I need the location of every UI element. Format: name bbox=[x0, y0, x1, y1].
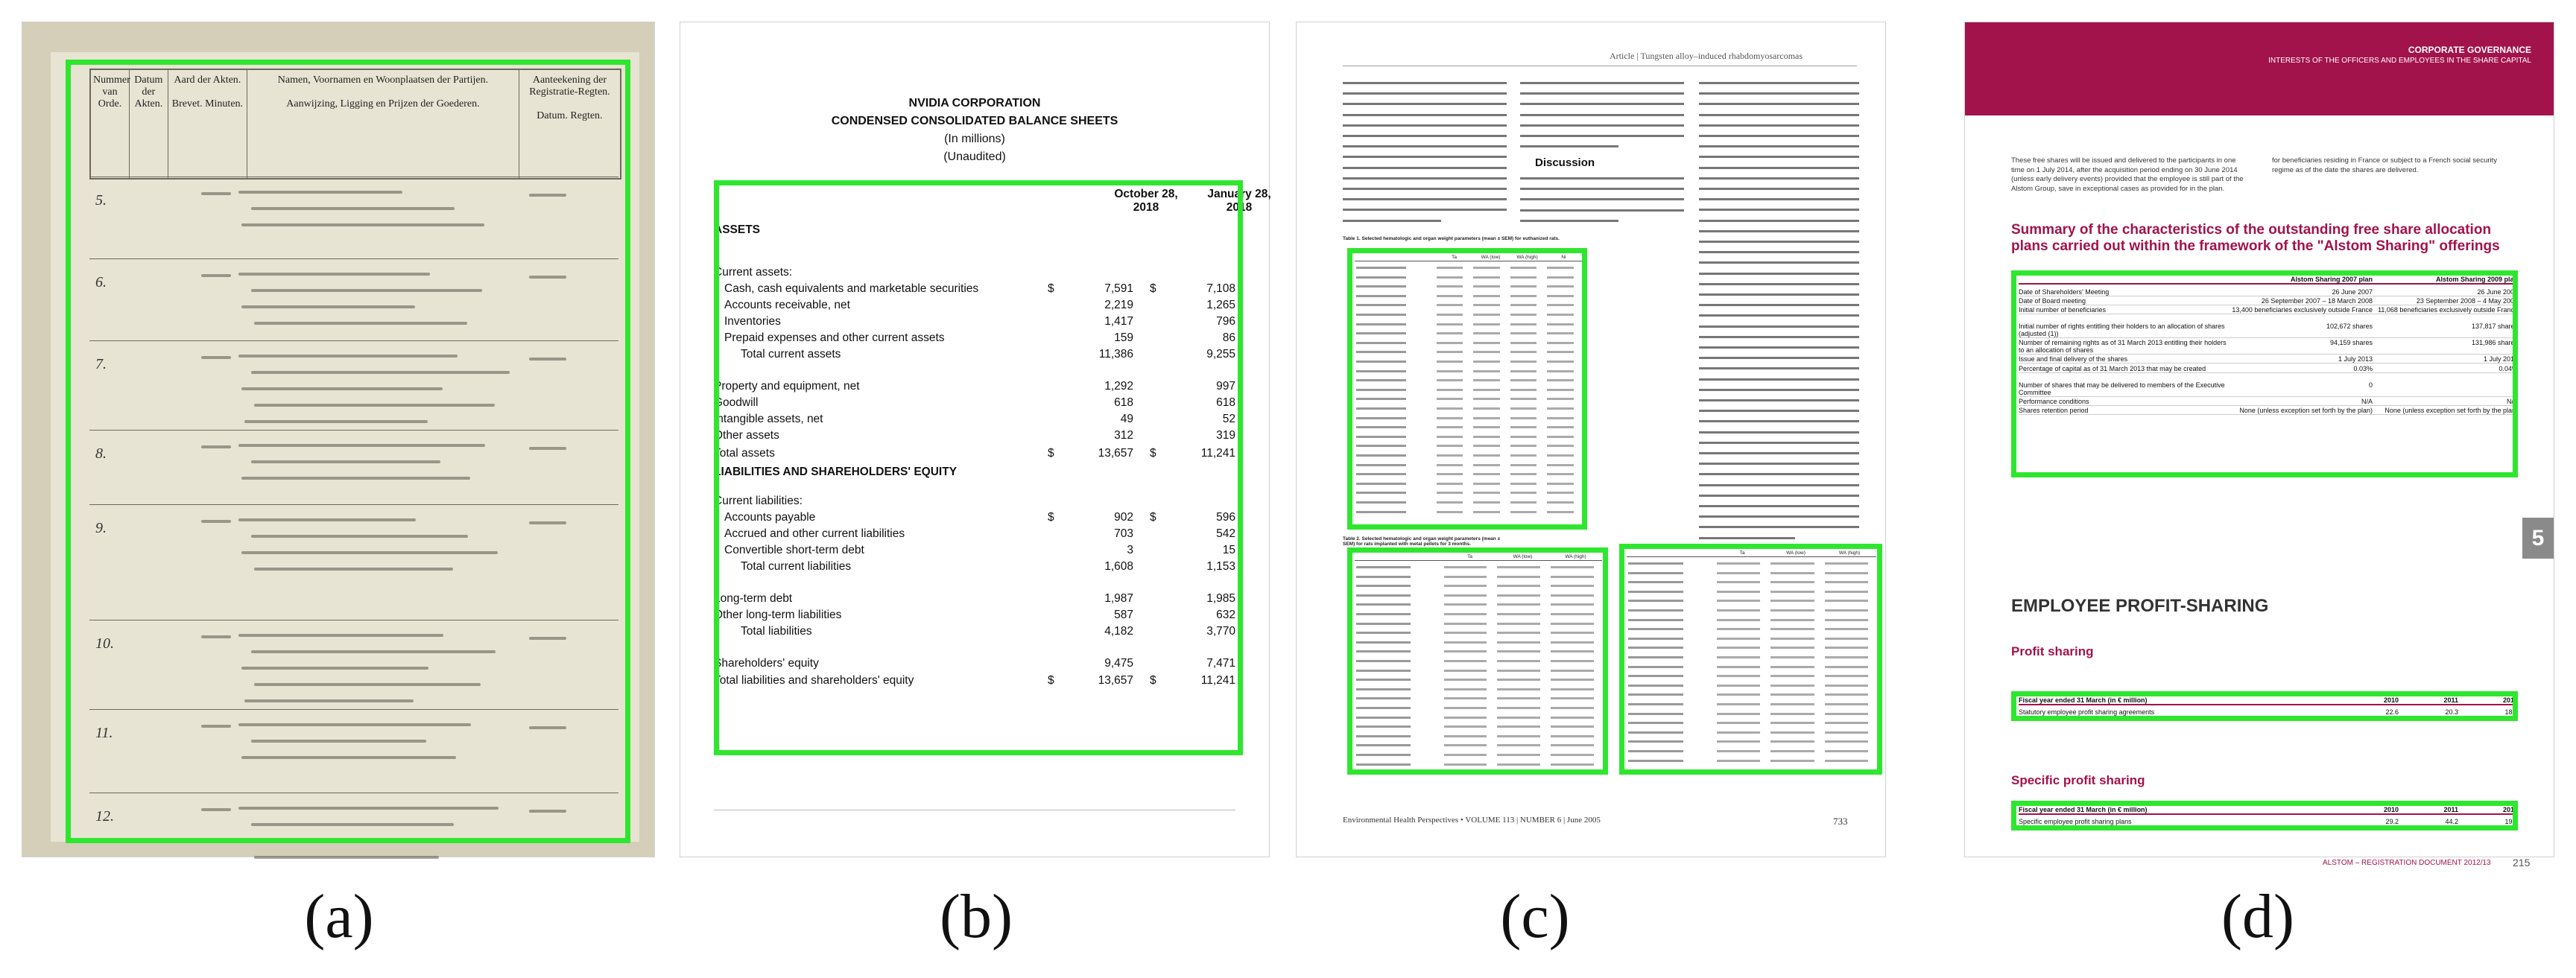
value-oct-2018: 312 bbox=[1114, 429, 1133, 442]
text-line bbox=[1699, 420, 1859, 422]
value-oct-2018: 49 bbox=[1120, 413, 1133, 425]
value-oct-2018: 13,657 bbox=[1098, 447, 1133, 460]
statement-title: CONDENSED CONSOLIDATED BALANCE SHEETS bbox=[831, 115, 1118, 127]
plan-row-2007: None (unless exception set forth by the plan) bbox=[2239, 407, 2373, 414]
text-line bbox=[1699, 378, 1859, 381]
balance-row-label: Current assets: bbox=[714, 266, 793, 279]
text-line bbox=[1520, 103, 1684, 105]
value-oct-2018: 1,292 bbox=[1104, 380, 1133, 393]
text-line bbox=[1343, 177, 1507, 180]
detection-box-table3 bbox=[1619, 544, 1882, 775]
text-line bbox=[1699, 442, 1859, 444]
text-line bbox=[1699, 399, 1859, 401]
table1-caption: Table 1. Selected hematologic and organ weight parameters (mean ± SEM) for euthanized rats. bbox=[1343, 236, 1560, 241]
text-line bbox=[1699, 156, 1859, 158]
plan-row-2007: 102,672 shares bbox=[2326, 323, 2373, 330]
ledger-col-parties-label: Namen, Voornamen en Woonplaatsen der Partijen. bbox=[277, 74, 489, 86]
banner-title: CORPORATE GOVERNANCE bbox=[2408, 45, 2531, 55]
text-line bbox=[1343, 167, 1507, 169]
chapter-tab: 5 bbox=[2522, 518, 2554, 559]
balance-row-label: Total current assets bbox=[741, 348, 841, 361]
text-line bbox=[1520, 135, 1684, 137]
ledger-sub-regten: Regten. bbox=[570, 110, 603, 121]
plan-row-label: Number of remaining rights as of 31 March 2013 entitling their holders to an allocation of shares bbox=[2019, 339, 2227, 354]
text-line bbox=[1520, 177, 1684, 180]
text-line bbox=[1699, 463, 1859, 465]
text-line bbox=[1699, 230, 1859, 232]
detection-box-specific bbox=[2011, 801, 2518, 831]
text-line bbox=[1343, 135, 1507, 137]
value-jan-2018: 1,153 bbox=[1206, 560, 1235, 573]
text-line bbox=[1520, 114, 1684, 116]
value-oct-2018: 3 bbox=[1127, 544, 1133, 556]
value-jan-2018: 9,255 bbox=[1206, 348, 1235, 361]
text-line bbox=[1699, 410, 1859, 412]
table-col-header: WA (high) bbox=[1838, 550, 1861, 556]
plan-row-2007: 0 bbox=[2368, 381, 2373, 389]
caption-c: (c) bbox=[1500, 882, 1570, 951]
text-line bbox=[1699, 304, 1859, 306]
plan-row-label: Performance conditions bbox=[2019, 398, 2089, 405]
value-oct-2018: 587 bbox=[1114, 609, 1133, 621]
value-oct-2018: 11,386 bbox=[1098, 348, 1133, 361]
section-banner bbox=[1965, 22, 2554, 115]
dollar-sign: $ bbox=[1048, 447, 1054, 460]
plan-row-2007: 94,159 shares bbox=[2329, 339, 2373, 346]
text-line bbox=[1699, 515, 1859, 518]
text-line bbox=[1520, 92, 1684, 95]
text-line bbox=[1699, 124, 1859, 127]
ledger-row-number: 10. bbox=[95, 635, 114, 652]
text-line bbox=[1520, 209, 1684, 212]
ledger-row-number: 12. bbox=[95, 808, 114, 825]
ledger-sub-brevet: Brevet. bbox=[171, 98, 203, 109]
handwritten-ledger-panel bbox=[22, 22, 654, 857]
caption-a: (a) bbox=[304, 882, 374, 951]
text-line bbox=[1343, 82, 1507, 84]
value-jan-2018: 319 bbox=[1216, 429, 1235, 442]
text-line bbox=[1520, 124, 1684, 127]
balance-row-label: Total current liabilities bbox=[741, 560, 852, 573]
value-oct-2018: 2,219 bbox=[1104, 299, 1133, 311]
balance-row-label: Long-term debt bbox=[714, 592, 793, 605]
balance-row-label: Total assets bbox=[714, 447, 775, 460]
text-line bbox=[1699, 484, 1859, 486]
detection-box-plans bbox=[2011, 270, 2518, 477]
dollar-sign: $ bbox=[1150, 447, 1156, 460]
text-line bbox=[1699, 336, 1859, 338]
ledger-col-number: Nummer van Orde. bbox=[91, 70, 130, 178]
balance-row-label: Other assets bbox=[714, 429, 779, 442]
plan-row-2009: 137,817 shares bbox=[2471, 323, 2518, 330]
page-number: 733 bbox=[1833, 816, 1848, 827]
balance-sheet-panel bbox=[680, 22, 1269, 857]
table-col-header: WA (low) bbox=[1513, 554, 1533, 559]
text-line bbox=[1699, 220, 1859, 222]
value-jan-2018: 796 bbox=[1216, 315, 1235, 328]
plan-row-2007: 1 July 2013 bbox=[2338, 355, 2373, 363]
detection-box-table2 bbox=[1347, 547, 1608, 775]
table-col-header: WA (low) bbox=[1786, 550, 1806, 556]
plan-row-label: Number of shares that may be delivered to members of the Executive Committee bbox=[2019, 381, 2225, 396]
text-line bbox=[1699, 326, 1859, 328]
value-oct-2018: 1,608 bbox=[1104, 560, 1133, 573]
table-col-header: Ta bbox=[1452, 255, 1457, 260]
small-table-head-label: Fiscal year ended 31 March (in € million) bbox=[2019, 696, 2148, 704]
text-line bbox=[1520, 188, 1684, 190]
small-table-row-label: Specific employee profit sharing plans bbox=[2019, 818, 2132, 825]
employee-title: EMPLOYEE PROFIT-SHARING bbox=[2011, 596, 2269, 616]
year-value: 19.7 bbox=[2504, 818, 2518, 825]
balance-row-label: Current liabilities: bbox=[714, 495, 803, 507]
text-line bbox=[1343, 220, 1441, 222]
year-header: 2010 bbox=[2383, 806, 2399, 813]
balance-row-label: Intangible assets, net bbox=[714, 413, 823, 425]
specific-title: Specific profit sharing bbox=[2011, 773, 2145, 787]
text-line bbox=[1520, 220, 1618, 222]
dollar-sign: $ bbox=[1048, 674, 1054, 687]
article-panel bbox=[1297, 22, 1885, 857]
year-header: 2012 bbox=[2502, 696, 2518, 704]
balance-row-label: Inventories bbox=[724, 315, 781, 328]
text-line bbox=[1699, 177, 1859, 180]
col-header-oct: October 28, 2018 bbox=[1114, 188, 1178, 214]
dollar-sign: $ bbox=[1048, 282, 1054, 295]
detection-box bbox=[66, 60, 630, 843]
report-footer: ALSTOM – REGISTRATION DOCUMENT 2012/13 bbox=[2323, 859, 2491, 867]
text-line bbox=[1343, 124, 1507, 127]
table-col-header: WA (high) bbox=[1516, 255, 1538, 260]
running-head: Article | Tungsten alloy–induced rhabdomyosarcomas bbox=[1610, 51, 1803, 61]
value-oct-2018: 703 bbox=[1114, 527, 1133, 540]
plan-row-2009: 0.04% bbox=[2499, 365, 2518, 372]
balance-row-label: Goodwill bbox=[714, 396, 759, 409]
ledger-col-registration-label: Aanteekening der Registratie-Regten. bbox=[529, 74, 610, 98]
ledger-col-date: Datum der Akten. bbox=[130, 70, 168, 178]
text-line bbox=[1699, 505, 1859, 507]
text-line bbox=[1699, 389, 1859, 391]
plan-row-2007: 26 June 2007 bbox=[2332, 288, 2373, 296]
ledger-row-number: 9. bbox=[95, 520, 107, 536]
text-line bbox=[1343, 103, 1507, 105]
plan-row-2007: 26 September 2007 – 18 March 2008 bbox=[2261, 297, 2373, 305]
value-oct-2018: 159 bbox=[1114, 331, 1133, 344]
plan-row-2009: N/A bbox=[2506, 398, 2518, 405]
text-line bbox=[1699, 82, 1859, 84]
intro-text-right: for beneficiaries residing in France or subject to a French social security regime as of the date the shares are delivered. bbox=[2272, 156, 2498, 174]
plan-row-label: Initial number of rights entitling their holders to an allocation of shares (adjusted (1)) bbox=[2019, 323, 2225, 337]
text-line bbox=[1520, 145, 1618, 147]
intro-text-left: These free shares will be issued and delivered to the participants in one time on 1 July 2014, after the acquisition period ending on 30 June 2014 (unless early delivery events) provided that the employee is still part of the Alstom Group, save in exceptional cases as provided for in the plan. bbox=[2011, 156, 2244, 193]
value-oct-2018: 902 bbox=[1114, 511, 1133, 524]
plan-row-label: Initial number of beneficiaries bbox=[2019, 306, 2107, 314]
company-name: NVIDIA CORPORATION bbox=[908, 97, 1041, 109]
value-jan-2018: 7,108 bbox=[1206, 282, 1235, 295]
value-jan-2018: 86 bbox=[1222, 331, 1235, 344]
text-line bbox=[1343, 114, 1507, 116]
balance-row-label: Property and equipment, net bbox=[714, 380, 860, 393]
units-note: (In millions) bbox=[944, 133, 1005, 145]
text-line bbox=[1699, 114, 1859, 116]
text-line bbox=[1699, 241, 1859, 243]
year-value: 22.6 bbox=[2385, 708, 2399, 716]
text-line bbox=[1699, 431, 1859, 434]
text-line bbox=[1699, 103, 1859, 105]
report-page: 215 bbox=[2513, 857, 2531, 869]
text-line bbox=[1699, 283, 1859, 285]
balance-row-label: Accrued and other current liabilities bbox=[724, 527, 905, 540]
value-oct-2018: 618 bbox=[1114, 396, 1133, 409]
balance-row-label: Total liabilities bbox=[741, 625, 812, 638]
plan-row-2009: 1 July 2014 bbox=[2483, 355, 2518, 363]
journal-footer: Environmental Health Perspectives • VOLUME 113 | NUMBER 6 | June 2005 bbox=[1343, 816, 1601, 825]
balance-row-label: Accounts receivable, net bbox=[724, 299, 850, 311]
text-line bbox=[1699, 452, 1859, 454]
table2-caption: Table 2. Selected hematologic and organ weight parameters (mean ± SEM) for rats implanted with metal pellets for 3 months. bbox=[1343, 536, 1501, 547]
discussion-heading: Discussion bbox=[1535, 156, 1595, 169]
balance-row-label: Convertible short-term debt bbox=[724, 544, 864, 556]
text-line bbox=[1343, 156, 1507, 158]
value-jan-2018: 3,770 bbox=[1206, 625, 1235, 638]
balance-row-label: Other long-term liabilities bbox=[714, 609, 842, 621]
text-line bbox=[1520, 82, 1684, 84]
table-col-header: Ta bbox=[1739, 550, 1745, 556]
table-col-header: Ta bbox=[1467, 554, 1472, 559]
value-jan-2018: 632 bbox=[1216, 609, 1235, 621]
text-line bbox=[1699, 357, 1859, 359]
ledger-row-number: 11. bbox=[95, 725, 113, 741]
text-line bbox=[1699, 526, 1859, 528]
plan-row-2007: 13,400 beneficiaries exclusively outside France bbox=[2232, 306, 2373, 314]
value-oct-2018: 4,182 bbox=[1104, 625, 1133, 638]
plan-row-2009: 11,068 beneficiaries exclusively outside France bbox=[2378, 306, 2518, 314]
text-line bbox=[1699, 188, 1859, 190]
text-line bbox=[1343, 92, 1507, 95]
plan-row-label: Shares retention period bbox=[2019, 407, 2089, 414]
text-line bbox=[1343, 145, 1507, 147]
dollar-sign: $ bbox=[1150, 674, 1156, 687]
value-jan-2018: 542 bbox=[1216, 527, 1235, 540]
text-line bbox=[1343, 188, 1507, 190]
ledger-row-number: 7. bbox=[95, 356, 107, 372]
year-value: 18.9 bbox=[2504, 708, 2518, 716]
value-jan-2018: 11,241 bbox=[1200, 674, 1235, 687]
caption-d: (d) bbox=[2221, 882, 2294, 951]
text-line bbox=[1699, 293, 1859, 296]
text-line bbox=[1699, 367, 1859, 369]
text-line bbox=[1343, 209, 1507, 211]
year-value: 44.2 bbox=[2445, 818, 2458, 825]
balance-row-label: Accounts payable bbox=[724, 511, 816, 524]
value-jan-2018: 7,471 bbox=[1206, 657, 1235, 670]
text-line bbox=[1699, 314, 1859, 317]
plan-row-label: Date of Board meeting bbox=[2019, 297, 2086, 305]
ledger-sub-datum: Datum. bbox=[537, 110, 568, 121]
caption-b: (b) bbox=[940, 882, 1013, 951]
banner-subtitle: INTERESTS OF THE OFFICERS AND EMPLOYEES IN THE SHARE CAPITAL bbox=[2268, 57, 2531, 65]
text-line bbox=[1699, 495, 1859, 497]
text-line bbox=[1699, 473, 1859, 475]
dollar-sign: $ bbox=[1150, 511, 1156, 524]
value-jan-2018: 997 bbox=[1216, 380, 1235, 393]
plan-row-label: Issue and final delivery of the shares bbox=[2019, 355, 2128, 363]
ledger-sub-minuten: Minuten. bbox=[205, 98, 244, 109]
plan-row-2007: 0.03% bbox=[2353, 365, 2373, 372]
plan-row-2009: None (unless exception set forth by the plan) bbox=[2384, 407, 2518, 414]
value-oct-2018: 7,591 bbox=[1104, 282, 1133, 295]
alstom-report-panel bbox=[1965, 22, 2554, 869]
value-jan-2018: 618 bbox=[1216, 396, 1235, 409]
dollar-sign: $ bbox=[1150, 282, 1156, 295]
plan-col-header: Alstom Sharing 2007 plan bbox=[2290, 276, 2373, 283]
small-table-head-label: Fiscal year ended 31 March (in € million) bbox=[2019, 806, 2148, 813]
table-col-header: WA (low) bbox=[1481, 255, 1501, 260]
ledger-sub-goods: Aanwijzing, Ligging en Prijzen der Goederen. bbox=[286, 98, 480, 109]
plan-row-2009: 0 bbox=[2513, 381, 2518, 389]
plan-row-2007: N/A bbox=[2361, 398, 2373, 405]
value-jan-2018: 596 bbox=[1216, 511, 1235, 524]
year-header: 2012 bbox=[2502, 806, 2518, 813]
value-oct-2018: 1,987 bbox=[1104, 592, 1133, 605]
assets-heading: ASSETS bbox=[714, 223, 761, 236]
col-header-jan: January 28, 2018 bbox=[1207, 188, 1271, 214]
ledger-col-kind-label: Aard der Akten. bbox=[174, 74, 241, 86]
plan-row-2009: 26 June 2007 bbox=[2477, 288, 2518, 296]
table-col-header: Ni bbox=[1561, 255, 1566, 260]
dollar-sign: $ bbox=[1048, 511, 1054, 524]
plan-row-2009: 23 September 2008 – 4 May 2009 bbox=[2416, 297, 2518, 305]
text-line bbox=[1520, 198, 1684, 200]
year-header: 2010 bbox=[2383, 696, 2399, 704]
value-oct-2018: 13,657 bbox=[1098, 674, 1133, 687]
audit-note: (Unaudited) bbox=[943, 150, 1006, 163]
text-line bbox=[1699, 261, 1859, 264]
value-jan-2018: 1,985 bbox=[1206, 592, 1235, 605]
handwriting-stroke bbox=[254, 856, 439, 859]
ledger-row-number: 6. bbox=[95, 274, 107, 290]
text-line bbox=[1699, 251, 1859, 253]
profit-title: Profit sharing bbox=[2011, 644, 2094, 658]
value-oct-2018: 1,417 bbox=[1104, 315, 1133, 328]
text-line bbox=[1699, 167, 1859, 169]
value-jan-2018: 52 bbox=[1222, 413, 1235, 425]
plan-row-label: Percentage of capital as of 31 March 2013 that may be created bbox=[2019, 365, 2206, 372]
text-line bbox=[1699, 145, 1859, 147]
text-line bbox=[1699, 209, 1859, 211]
detection-box-table1 bbox=[1347, 248, 1587, 530]
balance-row-label: Cash, cash equivalents and marketable securities bbox=[724, 282, 979, 295]
text-line bbox=[1699, 92, 1859, 95]
value-jan-2018: 1,265 bbox=[1206, 299, 1235, 311]
text-line bbox=[1699, 346, 1859, 349]
year-header: 2011 bbox=[2443, 696, 2458, 704]
detection-box-profit bbox=[2011, 691, 2518, 721]
liabilities-heading: LIABILITIES AND SHAREHOLDERS' EQUITY bbox=[714, 466, 958, 478]
ledger-row-number: 8. bbox=[95, 445, 107, 462]
year-header: 2011 bbox=[2443, 806, 2458, 813]
value-oct-2018: 9,475 bbox=[1104, 657, 1133, 670]
year-value: 20.3 bbox=[2445, 708, 2458, 716]
summary-title: Summary of the characteristics of the outstanding free share allocation plans carried out within the framework of the "Alstom Sharing" offerings bbox=[2011, 222, 2500, 254]
balance-row-label: Total liabilities and shareholders' equity bbox=[714, 674, 914, 687]
text-line bbox=[1699, 135, 1859, 137]
value-jan-2018: 11,241 bbox=[1200, 447, 1235, 460]
text-line bbox=[1343, 198, 1507, 200]
plan-col-header: Alstom Sharing 2009 plan bbox=[2435, 276, 2518, 283]
plan-row-2009: 131,986 shares bbox=[2471, 339, 2518, 346]
value-jan-2018: 15 bbox=[1222, 544, 1235, 556]
text-line bbox=[1699, 273, 1859, 275]
text-line bbox=[1699, 537, 1795, 539]
text-line bbox=[1699, 198, 1859, 200]
year-value: 29.2 bbox=[2385, 818, 2399, 825]
table-col-header: WA (high) bbox=[1565, 554, 1586, 559]
ledger-row-number: 5. bbox=[95, 192, 107, 209]
balance-row-label: Prepaid expenses and other current assets bbox=[724, 331, 945, 344]
balance-row-label: Shareholders' equity bbox=[714, 657, 819, 670]
plan-row-label: Date of Shareholders' Meeting bbox=[2019, 288, 2110, 296]
detection-box bbox=[714, 180, 1243, 755]
small-table-row-label: Statutory employee profit sharing agreements bbox=[2019, 708, 2155, 716]
